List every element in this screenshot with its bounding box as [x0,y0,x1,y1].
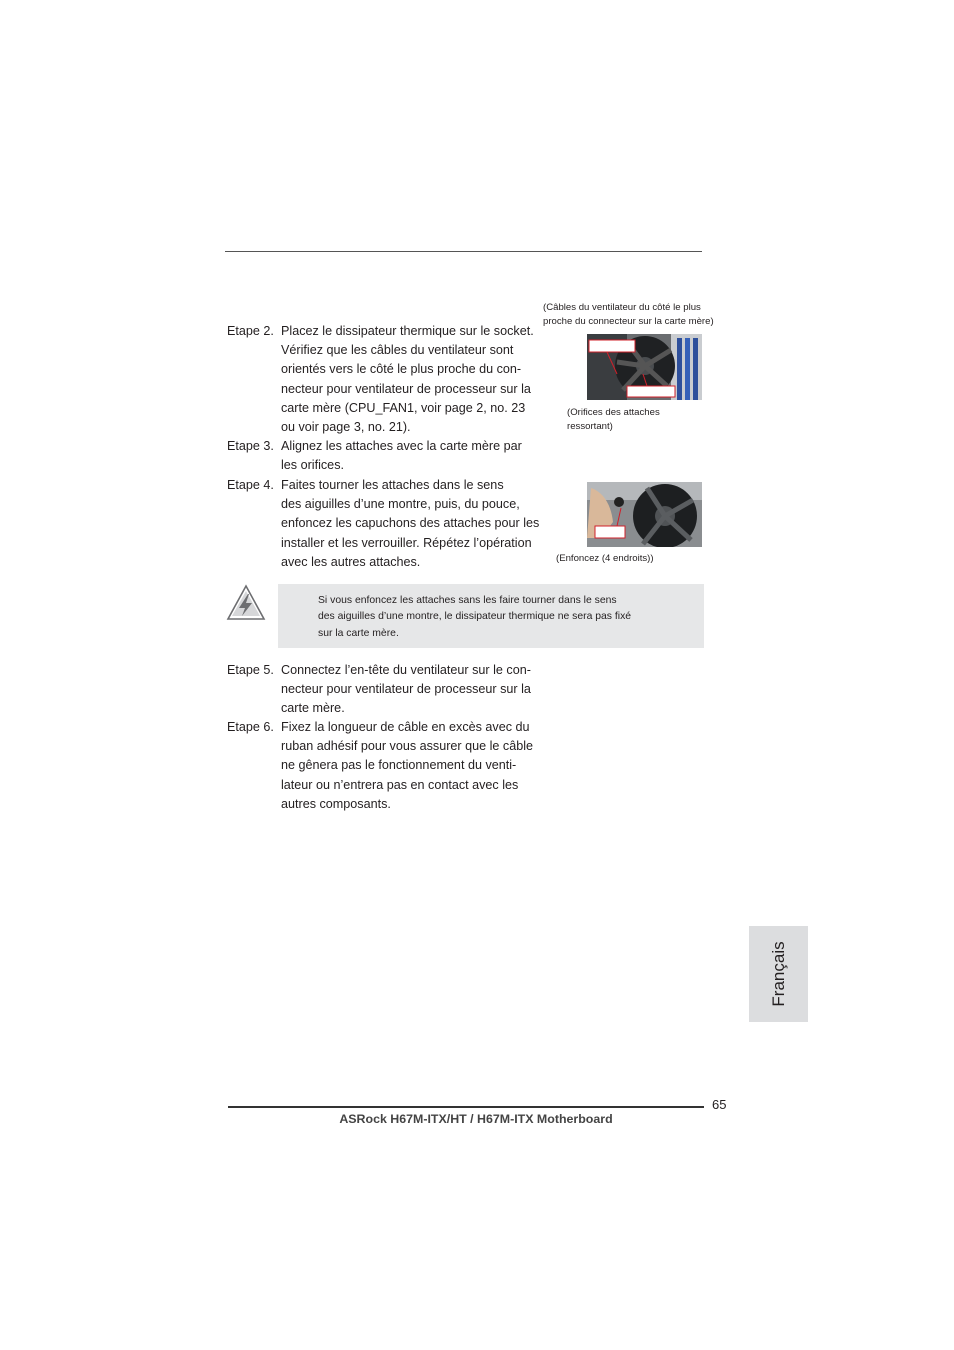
caption-holes-line2: ressortant) [567,421,613,432]
step-5-text [281,661,549,719]
caption-press: (Enfoncez (4 endroits)) [556,553,654,564]
caption-fan-cables [543,301,733,329]
caption-holes [567,406,697,434]
note-text [318,593,698,642]
page-number: 65 [712,1097,727,1112]
caption-fan-cables-line2: proche du connecteur sur la carte mère) [543,316,714,327]
step-3-line: Alignez les attaches avec la carte mère par [281,439,522,453]
step-4-label: Etape 4. [227,478,274,492]
step-3-text [281,437,549,475]
language-tab-label: Français [768,941,788,1007]
caption-holes-line1: (Orifices des attaches [567,407,660,418]
footer-title: ASRock H67M-ITX/HT / H67M-ITX Motherboard [339,1112,613,1126]
step-6-line: autres composants. [281,796,391,811]
photo-heatsink-cables [587,334,702,400]
step-3-label: Etape 3. [227,439,274,453]
step-6-text [281,718,549,814]
step-6-label: Etape 6. [227,720,274,734]
note-line: sur la carte mère. [318,627,399,639]
step-4-text [281,476,549,572]
header-rule [225,251,702,252]
step-2-line: orientés vers le côté le plus proche du con- [281,362,522,377]
language-tab [749,926,808,1022]
photo-press-clips [587,482,702,547]
step-5-line: necteur pour ventilateur de processeur sur la [281,682,531,697]
warning-icon [226,583,266,623]
step-2-line: ou voir page 3, no. 21). [281,420,411,435]
step-2-text [281,322,549,437]
step-5-line: carte mère. [281,701,345,716]
step-3-line: les orifices. [281,458,344,473]
step-2-label: Etape 2. [227,324,274,338]
step-2-line: carte mère (CPU_FAN1, voir page 2, no. 23 [281,400,526,415]
step-4-line: Faites tourner les attaches dans le sens [281,478,504,492]
note-line: des aiguilles d’une montre, le dissipateur thermique ne sera pas fixé [318,611,632,623]
step-4-line: avec les autres attaches. [281,554,421,569]
step-2-line: necteur pour ventilateur de processeur sur la [281,381,531,396]
step-4-line: installer et les verrouiller. Répétez l’opération [281,535,532,550]
step-5-line: Connectez l’en-tête du ventilateur sur le con- [281,663,531,677]
step-4-line: des aiguilles d’une montre, puis, du pouce, [281,497,520,512]
step-2-line: Vérifiez que les câbles du ventilateur sont [281,343,514,358]
step-6-line: ne gênera pas le fonctionnement du venti- [281,758,517,773]
step-6-line: Fixez la longueur de câble en excès avec du [281,720,530,734]
step-5-label: Etape 5. [227,663,274,677]
step-6-line: ruban adhésif pour vous assurer que le câble [281,739,534,754]
step-4-line: enfoncez les capuchons des attaches pour les [281,516,540,531]
step-2-line: Placez le dissipateur thermique sur le socket. [281,324,534,338]
step-6-line: lateur ou n’entrera pas en contact avec les [281,777,519,792]
footer-rule [228,1106,704,1108]
caption-fan-cables-line1: (Câbles du ventilateur du côté le plus [543,302,701,313]
note-line: Si vous enfoncez les attaches sans les faire tourner dans le sens [318,595,617,606]
